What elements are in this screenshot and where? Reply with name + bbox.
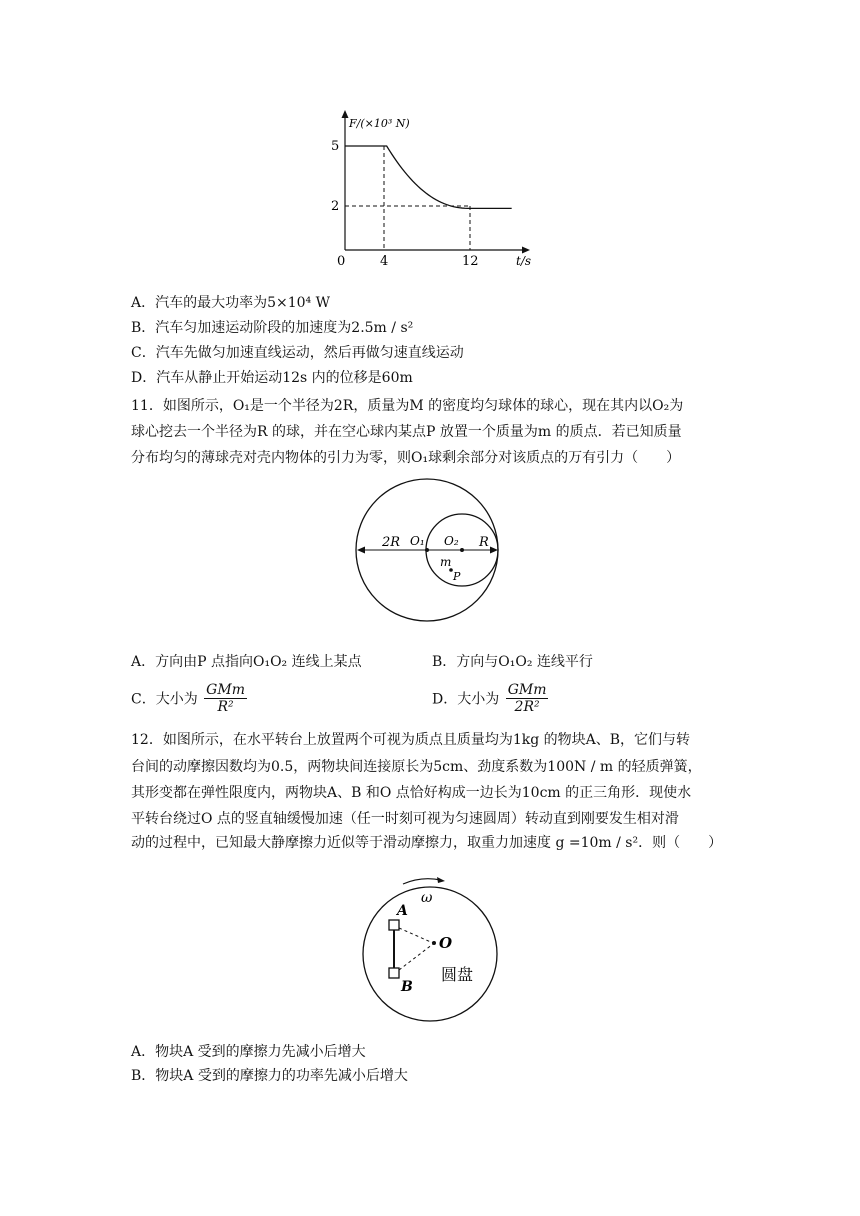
dash-b-o [399,944,433,970]
q11-line-2: 球心挖去一个半径为R 的球，并在空心球内某点P 放置一个质量为m 的质点．若已知质量 [131,424,682,440]
y-tick-2: 2 [331,199,340,214]
label-2r: 2R [382,535,401,550]
q12-line-3: 其形变都在弹性限度内，两物块A、B 和O 点恰好构成一边长为10cm 的正三角形．现使水 [131,785,692,801]
y-tick-5: 5 [331,139,340,154]
q11-option-c [131,682,247,715]
q12-option-b: B．物块A 受到的摩擦力的功率先减小后增大 [131,1068,408,1084]
q10-option-d: D．汽车从静止开始运动12s 内的位移是60m [131,370,413,386]
q11-option-d [432,682,548,715]
disk [363,887,497,1021]
q10-option-c: C．汽车先做匀加速直线运动，然后再做匀速直线运动 [131,345,464,361]
label-r: R [479,535,489,550]
x-axis-arrow [522,247,530,254]
force-time-graph [320,105,540,275]
q11-option-a: A．方向由P 点指向O₁O₂ 连线上某点 [131,654,362,670]
dash-a-o [399,928,433,943]
q11-option-d-fraction [506,682,549,715]
q11-option-d-prefix: D．大小为 [432,691,500,708]
y-axis-arrow [342,110,349,118]
o1-point [425,548,429,552]
x-tick-12: 12 [462,254,479,269]
label-m: m [440,555,452,569]
q12-line-4: 平转台绕过O 点的竖直轴缓慢加速（任一时刻可视为匀速圆周）转动直到刚要发生相对滑 [131,811,679,827]
q12-option-a: A．物块A 受到的摩擦力先减小后增大 [131,1044,366,1060]
sphere-cavity-figure [352,478,512,628]
q12-line-1: 12．如图所示，在水平转台上放置两个可视为质点且质量均为1kg 的物块A、B，它们与转 [131,732,691,748]
q12-line-2: 台间的动摩擦因数均为0.5，两物块间连接原长为5cm、劲度系数为100N / m 的轻质弹簧， [131,759,702,775]
right-arrow [490,547,498,554]
q11-option-d-denominator: 2R² [514,699,540,715]
label-a: A [397,903,408,919]
x-tick-0: 0 [337,254,346,269]
q11-option-c-prefix: C．大小为 [131,691,198,708]
q11-line-3: 分布均匀的薄球壳对壳内物体的引力为零，则O₁球剩余部分对该质点的万有引力（ ） [131,450,681,466]
q11-option-d-numerator: GMm [507,682,547,698]
label-o1: O₁ [410,534,425,548]
x-tick-4: 4 [380,254,389,269]
force-curve [345,146,512,208]
o2-point [460,548,464,552]
rotation-arrow [403,879,441,884]
x-axis-label: t/s [516,254,532,268]
label-b: B [401,979,413,995]
label-disk: 圆盘 [441,965,474,984]
label-o: O [439,934,453,952]
y-axis-label: F/(×10³ N) [349,117,410,130]
turntable-figure [355,862,505,1022]
q11-line-1: 11．如图所示，O₁是一个半径为2R，质量为M 的密度均匀球体的球心，现在其内以O₂为 [131,398,684,414]
q10-option-b: B．汽车匀加速运动阶段的加速度为2.5m / s² [131,320,414,336]
q10-option-a: A．汽车的最大功率为5×10⁴ W [131,295,331,311]
rotation-arrowhead [437,877,445,883]
q11-option-c-denominator: R² [217,699,234,715]
q11-option-b: B．方向与O₁O₂ 连线平行 [432,654,593,670]
omega-label: ω [421,890,433,906]
q12-line-5: 动的过程中，已知最大静摩擦力近似等于滑动摩擦力，取重力加速度 g =10m / s²．则（ ） [131,835,723,851]
q11-option-c-numerator: GMm [206,682,245,698]
label-o2: O₂ [444,534,459,548]
left-arrow [357,547,365,554]
q11-option-c-fraction [204,682,247,715]
o-point [432,941,436,945]
label-p: P [453,570,461,583]
block-a [389,920,399,930]
block-b [389,968,399,978]
